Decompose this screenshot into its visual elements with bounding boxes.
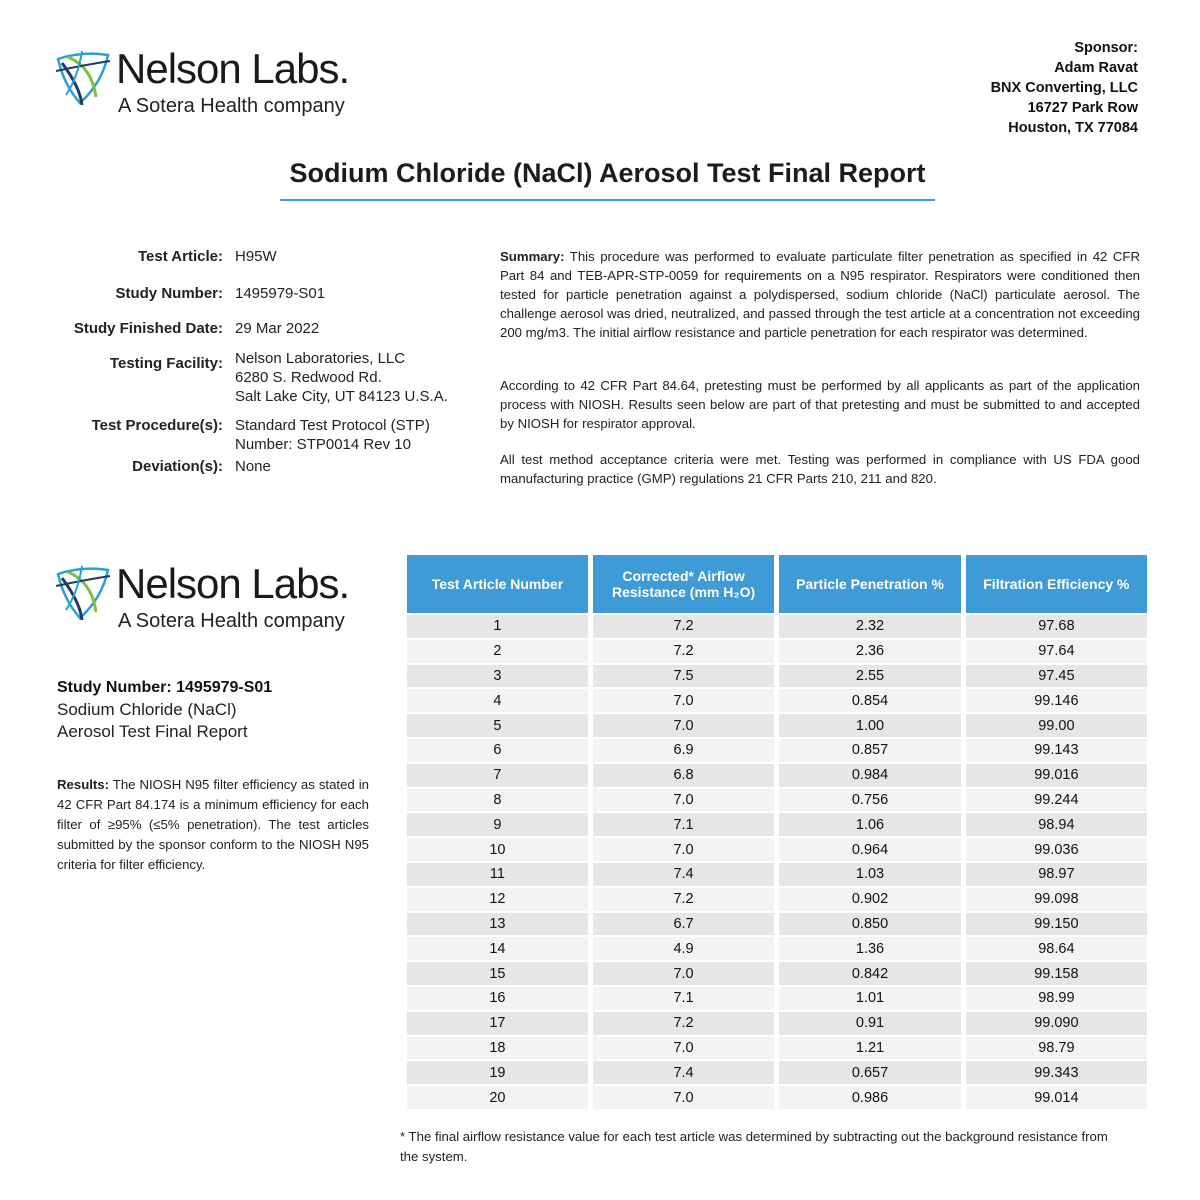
filtration-efficiency-cell: 99.014	[966, 1084, 1147, 1109]
logo-brand-name: Nelson Labs.	[116, 45, 350, 92]
table-row	[407, 911, 1147, 936]
airflow-resistance-cell: 7.1	[593, 811, 774, 836]
filtration-efficiency-cell: 99.150	[966, 911, 1147, 936]
particle-penetration-cell: 1.36	[779, 935, 961, 960]
summary-paragraph-3: All test method acceptance criteria were met. Testing was performed in compliance with US FDA good manufacturing practice (GMP) regulations 21 CFR Parts 210, 211 and 820.	[500, 452, 1140, 486]
particle-penetration-cell: 0.902	[779, 886, 961, 911]
summary-text-1: This procedure was performed to evaluate particulate filter penetration as specified in 42 CFR Part 84 and TEB-APR-STP-0059 for requirements on a N95 respirator. Respirators were conditioned then tested for particle penetration against a polydispersed, sodium chloride (NaCl) particulate aerosol. The challenge aerosol was dried, neutralized, and passed through the test article at a concentration not exceeding 200 mg/m3. The initial airflow resistance and particle penetration for each respirator was determined.	[500, 249, 1140, 340]
study-number-value: 1495979-S01	[235, 285, 326, 302]
article-number-cell: 16	[407, 985, 588, 1010]
article-number-cell: 13	[407, 911, 588, 936]
nelson-labs-logo-top	[52, 45, 382, 135]
table-row	[407, 613, 1147, 638]
airflow-resistance-cell: 7.0	[593, 787, 774, 812]
particle-penetration-cell: 0.91	[779, 1010, 961, 1035]
filtration-efficiency-cell: 97.68	[966, 613, 1147, 638]
results-paragraph	[57, 775, 369, 875]
airflow-resistance-cell: 4.9	[593, 935, 774, 960]
facility-line-2: 6280 S. Redwood Rd.	[235, 369, 382, 386]
particle-penetration-cell: 0.857	[779, 737, 961, 762]
table-row	[407, 886, 1147, 911]
article-number-cell: 3	[407, 663, 588, 688]
table-row	[407, 1084, 1147, 1109]
airflow-resistance-cell: 7.0	[593, 712, 774, 737]
filtration-efficiency-cell: 98.99	[966, 985, 1147, 1010]
particle-penetration-cell: 1.03	[779, 861, 961, 886]
logo-tagline: A Sotera Health company	[118, 95, 345, 117]
table-row	[407, 687, 1147, 712]
particle-penetration-cell: 2.55	[779, 663, 961, 688]
sponsor-street: 16727 Park Row	[1027, 100, 1138, 116]
table-row	[407, 737, 1147, 762]
study-finished-label: Study Finished Date:	[73, 320, 223, 337]
results-label: Results:	[57, 777, 110, 792]
table-row	[407, 985, 1147, 1010]
facility-line-1: Nelson Laboratories, LLC	[235, 350, 406, 367]
particle-penetration-cell: 2.32	[779, 613, 961, 638]
table-header-row	[407, 555, 1147, 613]
table-row	[407, 861, 1147, 886]
table-row	[407, 787, 1147, 812]
particle-penetration-cell: 0.850	[779, 911, 961, 936]
filtration-efficiency-cell: 98.97	[966, 861, 1147, 886]
airflow-resistance-cell: 7.0	[593, 1035, 774, 1060]
filtration-efficiency-cell: 99.146	[966, 687, 1147, 712]
particle-penetration-cell: 1.00	[779, 712, 961, 737]
summary-label: Summary:	[500, 249, 565, 264]
filtration-efficiency-cell: 99.143	[966, 737, 1147, 762]
report-title: Sodium Chloride (NaCl) Aerosol Test Final Report	[280, 158, 935, 201]
article-number-cell: 20	[407, 1084, 588, 1109]
particle-penetration-cell: 1.01	[779, 985, 961, 1010]
airflow-resistance-cell: 7.4	[593, 1059, 774, 1084]
article-number-cell: 1	[407, 613, 588, 638]
article-number-cell: 6	[407, 737, 588, 762]
article-number-cell: 14	[407, 935, 588, 960]
sponsor-block	[991, 38, 1138, 138]
particle-penetration-cell: 2.36	[779, 638, 961, 663]
particle-penetration-cell: 0.854	[779, 687, 961, 712]
airflow-resistance-cell: 7.0	[593, 960, 774, 985]
deviation-label: Deviation(s):	[132, 458, 223, 475]
deviation-value: None	[235, 458, 271, 475]
filtration-efficiency-cell: 99.016	[966, 762, 1147, 787]
table-row	[407, 836, 1147, 861]
header-particle-penetration: Particle Penetration %	[779, 555, 961, 613]
filtration-efficiency-cell: 99.00	[966, 712, 1147, 737]
filtration-efficiency-cell: 97.45	[966, 663, 1147, 688]
study-number-label: Study Number:	[115, 285, 223, 302]
table-row	[407, 1035, 1147, 1060]
test-article-value: H95W	[235, 248, 277, 265]
table-row	[407, 1059, 1147, 1084]
article-number-cell: 5	[407, 712, 588, 737]
summary-paragraph-1	[500, 247, 1140, 342]
airflow-resistance-cell: 6.9	[593, 737, 774, 762]
table-footnote: * The final airflow resistance value for each test article was determined by subtracting out the background resistance from the system.	[400, 1129, 1108, 1164]
study-info-block	[57, 677, 377, 743]
particle-penetration-cell: 0.986	[779, 1084, 961, 1109]
filtration-efficiency-cell: 99.244	[966, 787, 1147, 812]
filtration-efficiency-cell: 99.158	[966, 960, 1147, 985]
filtration-efficiency-cell: 99.090	[966, 1010, 1147, 1035]
procedure-line-2: Number: STP0014 Rev 10	[235, 436, 411, 453]
facility-line-3: Salt Lake City, UT 84123 U.S.A.	[235, 388, 448, 405]
table-body	[407, 613, 1147, 1109]
article-number-cell: 7	[407, 762, 588, 787]
nelson-labs-logo-bottom	[52, 560, 382, 650]
particle-penetration-cell: 0.964	[779, 836, 961, 861]
filtration-efficiency-cell: 98.64	[966, 935, 1147, 960]
study-title-line-1: Sodium Chloride (NaCl)	[57, 700, 237, 719]
filtration-efficiency-cell: 99.343	[966, 1059, 1147, 1084]
table-row	[407, 1010, 1147, 1035]
filtration-efficiency-cell: 98.94	[966, 811, 1147, 836]
table-row	[407, 663, 1147, 688]
logo-brand-name: Nelson Labs.	[116, 560, 350, 607]
table-row	[407, 762, 1147, 787]
article-number-cell: 4	[407, 687, 588, 712]
article-number-cell: 15	[407, 960, 588, 985]
summary-paragraph-2: According to 42 CFR Part 84.64, pretesting must be performed by all applicants as part of the application process with NIOSH. Results seen below are part of that pretesting and must be submitted to and accepted by NIOSH for respirator approval.	[500, 378, 1140, 431]
particle-penetration-cell: 0.657	[779, 1059, 961, 1084]
airflow-resistance-cell: 7.0	[593, 1084, 774, 1109]
sponsor-company: BNX Converting, LLC	[990, 80, 1138, 96]
article-number-cell: 19	[407, 1059, 588, 1084]
airflow-resistance-cell: 7.2	[593, 886, 774, 911]
particle-penetration-cell: 0.842	[779, 960, 961, 985]
particle-penetration-cell: 0.756	[779, 787, 961, 812]
airflow-resistance-cell: 7.2	[593, 1010, 774, 1035]
table-row	[407, 638, 1147, 663]
article-number-cell: 9	[407, 811, 588, 836]
nelson-labs-shield-icon	[52, 47, 114, 109]
table-row	[407, 960, 1147, 985]
particle-penetration-cell: 1.06	[779, 811, 961, 836]
table-row	[407, 935, 1147, 960]
results-text: The NIOSH N95 filter efficiency as stated in 42 CFR Part 84.174 is a minimum efficiency for each filter of ≥95% (≤5% penetration). The test articles submitted by the sponsor conform to the NIOSH N95 criteria for filter efficiency.	[57, 777, 369, 872]
sponsor-name: Adam Ravat	[1054, 60, 1138, 76]
sponsor-label: Sponsor:	[1074, 40, 1138, 56]
results-table	[402, 555, 1152, 1109]
article-number-cell: 17	[407, 1010, 588, 1035]
table-row	[407, 712, 1147, 737]
airflow-resistance-cell: 7.2	[593, 638, 774, 663]
article-number-cell: 8	[407, 787, 588, 812]
filtration-efficiency-cell: 97.64	[966, 638, 1147, 663]
header-test-article-number: Test Article Number	[407, 555, 588, 613]
airflow-resistance-cell: 7.1	[593, 985, 774, 1010]
article-number-cell: 12	[407, 886, 588, 911]
airflow-resistance-cell: 6.7	[593, 911, 774, 936]
testing-facility-label: Testing Facility:	[109, 355, 223, 372]
filtration-efficiency-cell: 99.098	[966, 886, 1147, 911]
airflow-resistance-cell: 7.2	[593, 613, 774, 638]
logo-tagline: A Sotera Health company	[118, 610, 345, 632]
study-number-heading: Study Number: 1495979-S01	[57, 679, 273, 696]
particle-penetration-cell: 0.984	[779, 762, 961, 787]
article-number-cell: 11	[407, 861, 588, 886]
airflow-resistance-cell: 7.0	[593, 687, 774, 712]
article-number-cell: 2	[407, 638, 588, 663]
filtration-efficiency-cell: 98.79	[966, 1035, 1147, 1060]
study-title-line-2: Aerosol Test Final Report	[57, 722, 248, 741]
header-airflow-resistance: Corrected* Airflow Resistance (mm H₂O)	[593, 555, 774, 613]
airflow-resistance-cell: 7.5	[593, 663, 774, 688]
procedure-line-1: Standard Test Protocol (STP)	[235, 417, 430, 434]
article-number-cell: 10	[407, 836, 588, 861]
table-row	[407, 811, 1147, 836]
test-article-label: Test Article:	[137, 248, 223, 265]
filtration-efficiency-cell: 99.036	[966, 836, 1147, 861]
article-number-cell: 18	[407, 1035, 588, 1060]
header-filtration-efficiency: Filtration Efficiency %	[966, 555, 1147, 613]
airflow-resistance-cell: 7.0	[593, 836, 774, 861]
particle-penetration-cell: 1.21	[779, 1035, 961, 1060]
sponsor-city: Houston, TX 77084	[1008, 120, 1138, 136]
nelson-labs-shield-icon	[52, 562, 114, 624]
airflow-resistance-cell: 6.8	[593, 762, 774, 787]
test-procedure-label: Test Procedure(s):	[91, 417, 223, 434]
airflow-resistance-cell: 7.4	[593, 861, 774, 886]
study-finished-value: 29 Mar 2022	[235, 320, 320, 337]
